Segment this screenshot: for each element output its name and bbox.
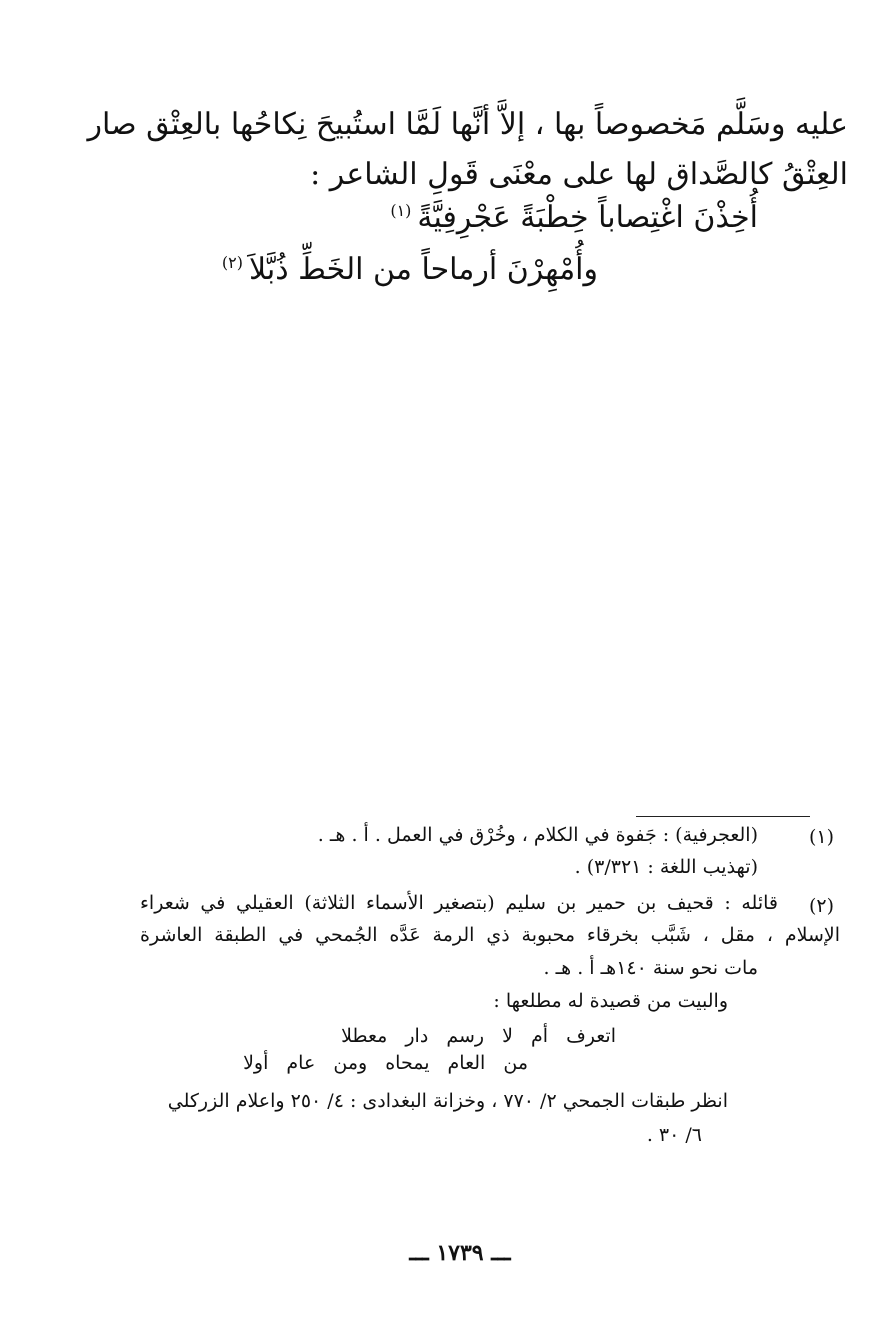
verse-line-1-text: أُخِذْنَ اغْتِصاباً خِطْبَةً عَجْرِفِيَّةً: [417, 200, 758, 235]
footnote-2-line-2: الإسلام ، مقل ، شَبَّب بخرقاء محبوبة ذي الرمة عَدَّه الجُمحي في الطبقة العاشرة: [140, 924, 840, 946]
verse-line-2: [222, 252, 598, 287]
footnote-ref-1: (١): [390, 201, 412, 220]
main-text: [87, 100, 848, 200]
footnote-1-line-1: (العجرفية) : جَفوة في الكلام ، وخُرْق في العمل . أ . هـ .: [317, 824, 758, 846]
verse-line-2-text: وأُمْهِرْنَ أرماحاً من الخَطِّ ذُبَّلاَ: [249, 252, 598, 287]
main-text-line-1: عليه وسَلَّم مَخصوصاً بها ، إلاَّ أنَّها لَمَّا استُبيحَ نِكاحُها بالعِتْق صار: [87, 107, 848, 142]
verse-line-1: [390, 200, 758, 235]
main-text-line-2: العِتْقُ كالصَّداق لها على معْنَى قَولِ الشاعر :: [310, 157, 848, 192]
footnote-separator: [636, 816, 810, 817]
footnote-2-poem-line-1: اتعرف أم لا رسم دار معطلا: [341, 1025, 616, 1047]
footnote-2-line-4: والبيت من قصيدة له مطلعها :: [493, 990, 728, 1012]
footnote-1-number: (١): [808, 826, 834, 848]
footnote-ref-2: (٢): [221, 253, 243, 272]
footnote-2-number: (٢): [808, 895, 834, 917]
footnote-2-line-7: انظر طبقات الجمحي ٢/ ٧٧٠ ، وخزانة البغدادى : ٤/ ٢٥٠ واعلام الزركلي: [167, 1090, 728, 1112]
footnote-2-poem-line-2: من العام يمحاه ومن عام أولا: [243, 1052, 528, 1074]
footnote-2-line-1: قائله : قحيف بن حمير بن سليم (بتصغير الأسماء الثلاثة) العقيلي في شعراء: [140, 892, 778, 914]
footnote-1-line-2: (تهذيب اللغة : ٣/٣٢١) .: [574, 856, 758, 878]
page-number: ـــ ١٧٣٩ ـــ: [409, 1240, 511, 1266]
footnote-2-line-3: مات نحو سنة ١٤٠هـ أ . هـ .: [543, 957, 758, 979]
footnote-2-line-8: ٦/ ٣٠ .: [646, 1124, 702, 1146]
